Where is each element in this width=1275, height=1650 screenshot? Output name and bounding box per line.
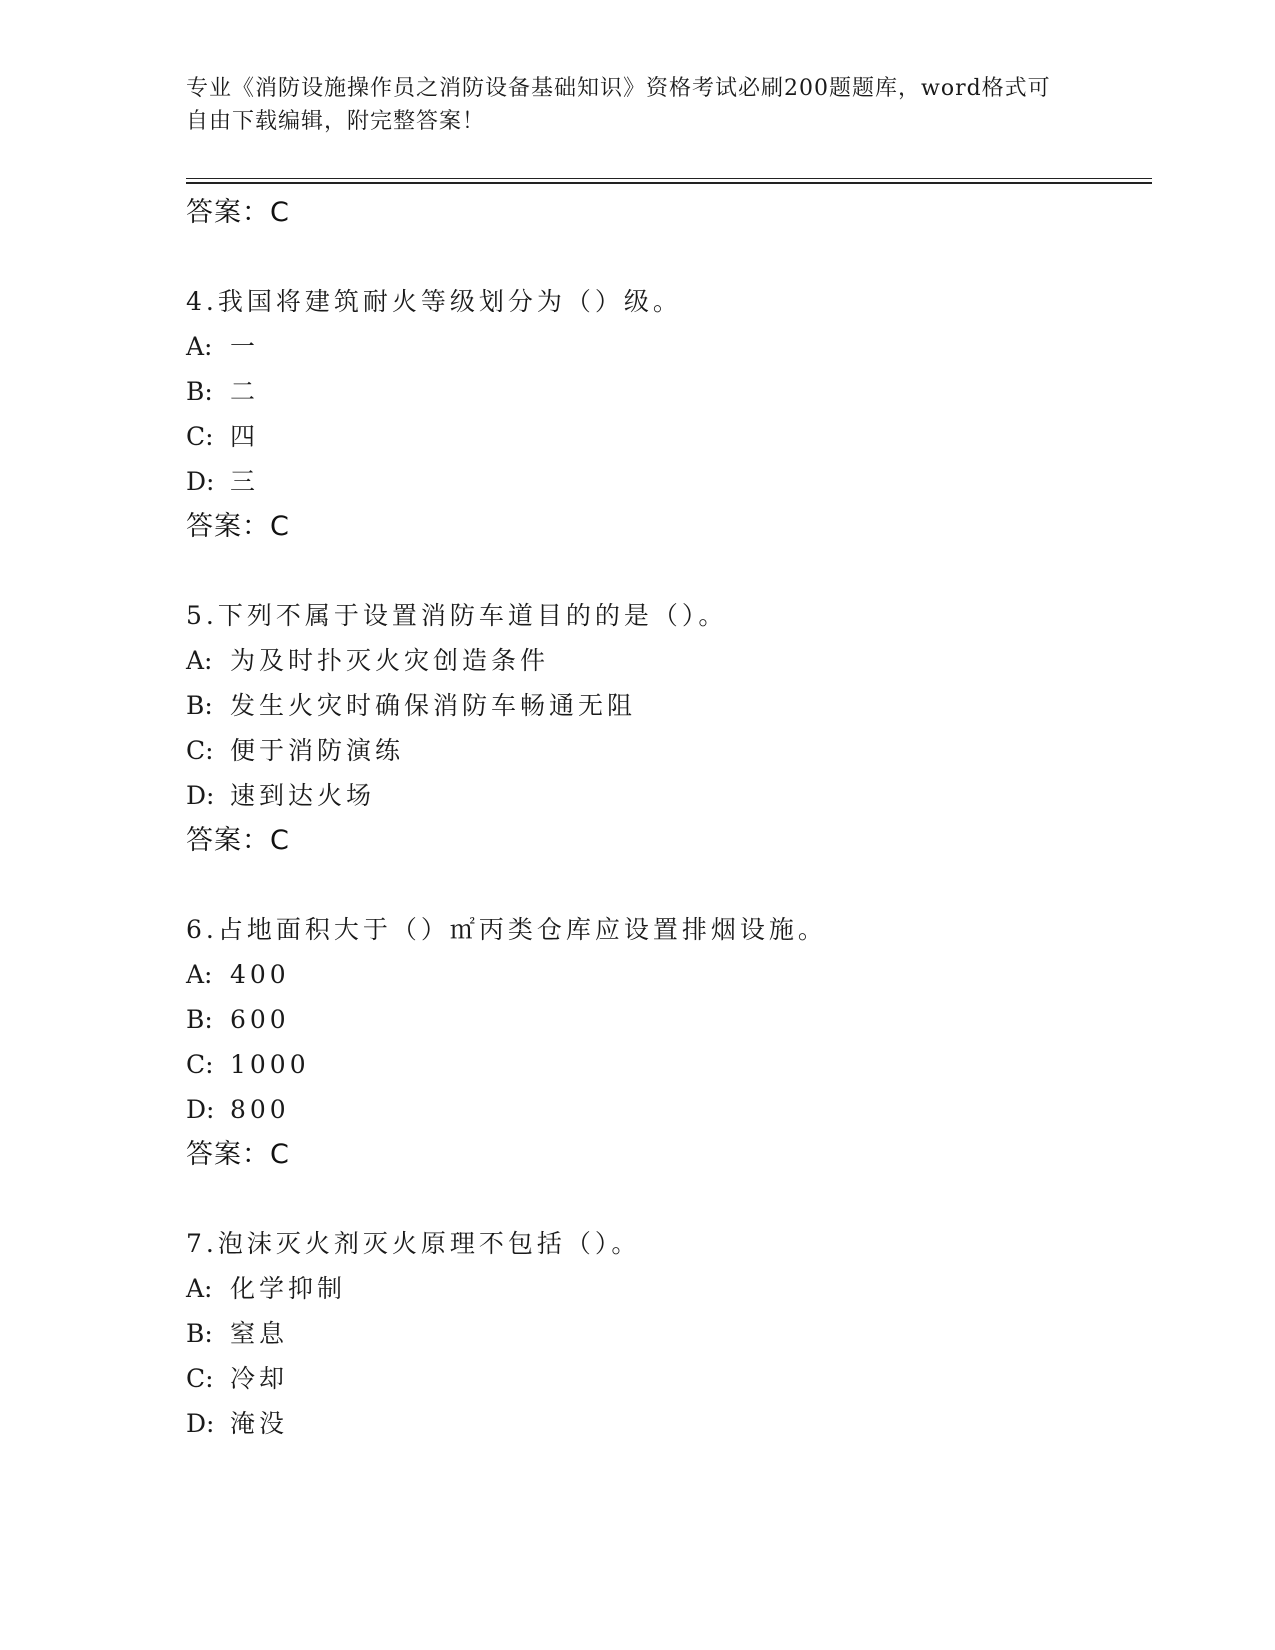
option-text: 800 [230,1095,290,1124]
option-letter: A: [186,960,213,989]
option-a [186,638,1146,683]
option-letter: C: [186,1364,214,1393]
option-b [186,369,1146,414]
header-rule-thick [186,182,1152,184]
answer-line: 答案：C [186,197,290,228]
option-a [186,1266,1146,1311]
question-text: 5.下列不属于设置消防车道目的的是（）。 [186,601,728,630]
option-d [186,1087,1146,1132]
option-letter: A: [186,332,213,361]
option-text: 400 [230,960,290,989]
question-text: 7.泡沫灭火剂灭火原理不包括（）。 [186,1229,641,1258]
option-letter: C: [186,422,214,451]
option-letter: D: [186,781,215,810]
option-text: 一 [230,332,260,361]
option-b [186,1311,1146,1356]
option-d [186,1401,1146,1446]
option-d [186,773,1146,818]
option-a [186,952,1146,997]
option-text: 便于消防演练 [230,736,405,765]
option-text: 发生火灾时确保消防车畅通无阻 [230,691,637,720]
option-letter: A: [186,1274,213,1303]
option-b [186,683,1146,728]
question-text: 4.我国将建筑耐火等级划分为（）级。 [186,287,682,316]
option-c [186,414,1146,459]
option-text: 四 [230,422,260,451]
option-text: 二 [230,377,260,406]
answer-line: 答案：C [186,511,290,542]
option-b [186,997,1146,1042]
question-list [186,190,1146,1446]
header-rule-thin [186,178,1152,179]
option-letter: B: [186,1319,213,1348]
option-c [186,1356,1146,1401]
option-text: 冷却 [230,1364,289,1393]
question-text: 6.占地面积大于（）㎡丙类仓库应设置排烟设施。 [186,915,827,944]
option-text: 为及时扑灭火灾创造条件 [230,646,550,675]
option-letter: B: [186,691,213,720]
option-text: 600 [230,1005,290,1034]
option-letter: B: [186,1005,213,1034]
option-text: 淹没 [230,1409,289,1438]
option-text: 1000 [230,1050,310,1079]
option-a [186,324,1146,369]
option-letter: D: [186,1095,215,1124]
option-text: 三 [230,467,260,496]
option-c [186,728,1146,773]
option-c [186,1042,1146,1087]
document-header: 专业《消防设施操作员之消防设备基础知识》资格考试必刷200题题库，word格式可自由下载编辑，附完整答案！ [186,76,1051,134]
option-text: 窒息 [230,1319,289,1348]
option-d [186,459,1146,504]
answer-line: 答案：C [186,825,290,856]
option-letter: A: [186,646,213,675]
option-text: 速到达火场 [230,781,376,810]
option-letter: D: [186,467,215,496]
option-letter: C: [186,1050,214,1079]
option-letter: D: [186,1409,215,1438]
answer-line: 答案：C [186,1139,290,1170]
option-letter: C: [186,736,214,765]
option-letter: B: [186,377,213,406]
option-text: 化学抑制 [230,1274,347,1303]
